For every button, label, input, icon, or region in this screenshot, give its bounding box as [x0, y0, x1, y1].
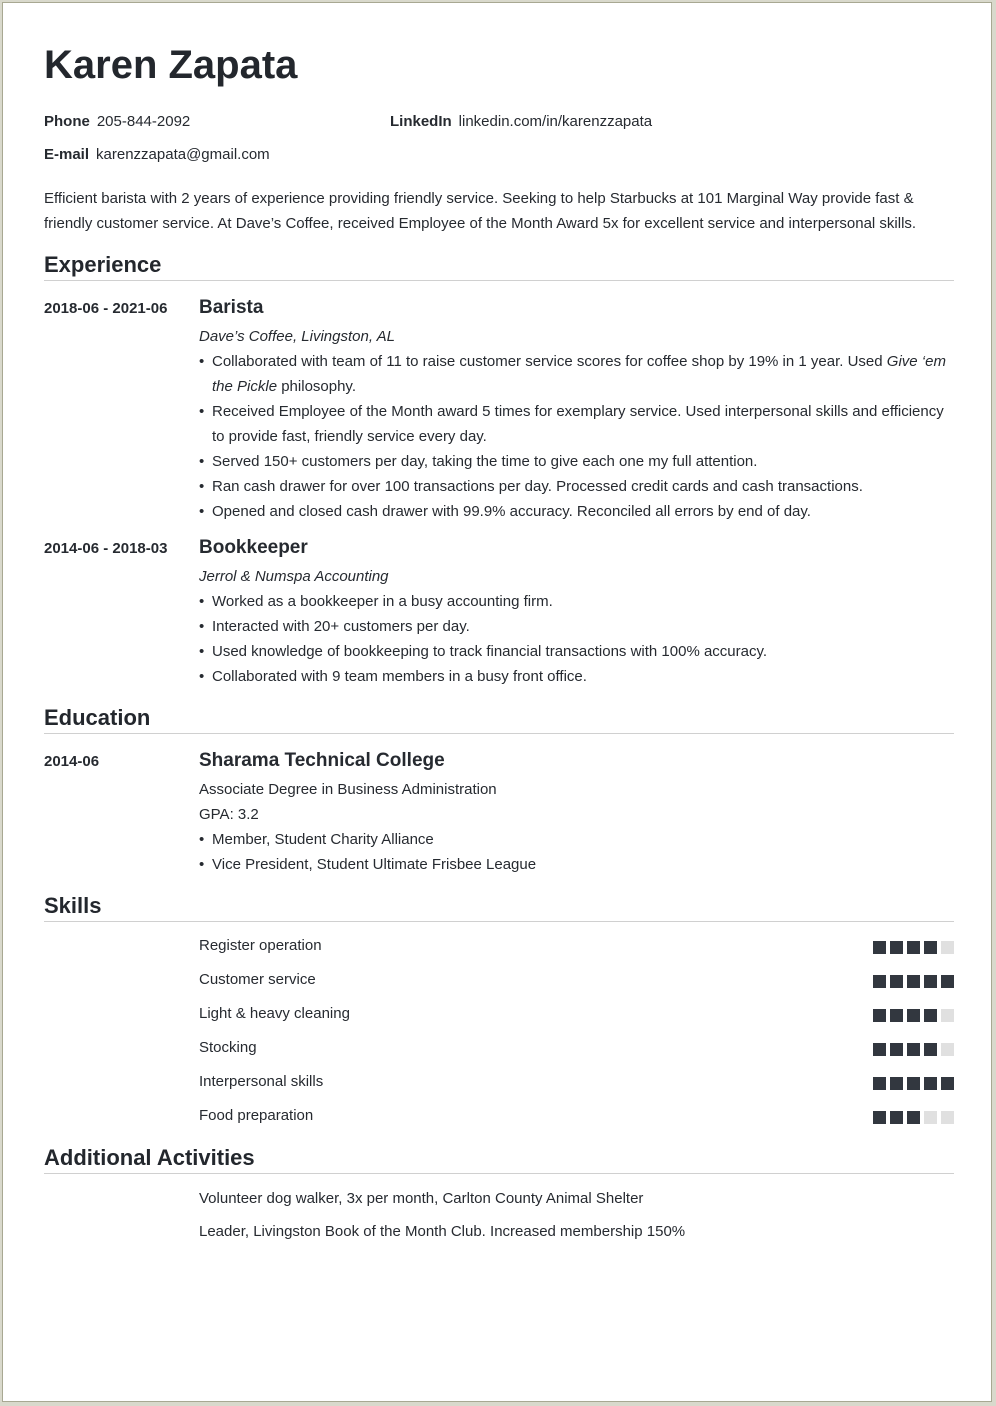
degree: Associate Degree in Business Administration	[199, 781, 497, 798]
list-item: • Opened and closed cash drawer with 99.9% accuracy. Reconciled all errors by end of day.	[199, 499, 954, 524]
skill-level-filled	[873, 1111, 886, 1124]
skill-level-filled	[890, 941, 903, 954]
skill-level-filled	[890, 975, 903, 988]
list-item: • Collaborated with 9 team members in a busy front office.	[199, 664, 954, 689]
skill-row	[199, 969, 954, 993]
skills-heading: Skills	[44, 893, 954, 922]
candidate-name: Karen Zapata	[44, 43, 298, 87]
list-item	[199, 349, 954, 399]
list-item: Volunteer dog walker, 3x per month, Carlton County Animal Shelter	[199, 1190, 644, 1207]
skill-row	[199, 935, 954, 959]
skill-level-filled	[873, 1077, 886, 1090]
resume-page	[2, 2, 992, 1402]
skill-row	[199, 1003, 954, 1027]
education-heading: Education	[44, 705, 954, 734]
skill-level-filled	[907, 1111, 920, 1124]
skill-level-meter	[869, 1043, 954, 1056]
skill-level-filled	[907, 1009, 920, 1022]
list-item: • Received Employee of the Month award 5 times for exemplary service. Used interpersonal skills and efficiency to provide fast, friendly service every day.	[199, 399, 954, 449]
skill-level-filled	[924, 1009, 937, 1022]
email-value[interactable]: karenzzapata@gmail.com	[96, 146, 270, 163]
skill-level-filled	[907, 975, 920, 988]
skill-name: Register operation	[199, 937, 322, 954]
skill-level-filled	[941, 975, 954, 988]
linkedin-label: LinkedIn	[390, 113, 452, 130]
job-title: Bookkeeper	[199, 537, 308, 558]
skill-row	[199, 1105, 954, 1129]
email-label: E-mail	[44, 146, 90, 163]
list-item: • Served 150+ customers per day, taking the time to give each one my full attention.	[199, 449, 954, 474]
phone-label: Phone	[44, 113, 90, 130]
profile-summary: Efficient barista with 2 years of experience providing friendly service. Seeking to help Starbucks at 101 Marginal Way provide fast & friendly customer service. At Dave’s Coffee, received Employee of the Month Award 5x for excellent service and interpersonal skills.	[44, 190, 917, 232]
job-bullets	[199, 349, 954, 524]
skill-level-filled	[890, 1009, 903, 1022]
skill-level-filled	[890, 1111, 903, 1124]
list-item: • Ran cash drawer for over 100 transactions per day. Processed credit cards and cash transactions.	[199, 474, 954, 499]
skill-level-filled	[924, 1043, 937, 1056]
education-date: 2014-06	[44, 753, 100, 770]
skill-level-filled	[873, 941, 886, 954]
list-item: • Interacted with 20+ customers per day.	[199, 614, 954, 639]
skill-level-filled	[907, 941, 920, 954]
skill-level-meter	[869, 941, 954, 954]
gpa: GPA: 3.2	[199, 806, 259, 823]
job-employer: Dave’s Coffee, Livingston, AL	[199, 328, 395, 345]
list-item: • Worked as a bookkeeper in a busy accounting firm.	[199, 589, 954, 614]
skill-level-filled	[873, 1043, 886, 1056]
linkedin-value[interactable]: linkedin.com/in/karenzzapata	[458, 113, 653, 130]
skill-level-filled	[873, 975, 886, 988]
skill-name: Light & heavy cleaning	[199, 1005, 350, 1022]
email-contact	[44, 146, 270, 163]
skill-level-empty	[941, 1043, 954, 1056]
job-title: Barista	[199, 297, 264, 318]
skill-name: Interpersonal skills	[199, 1073, 324, 1090]
education-bullets	[199, 827, 954, 877]
job-entry	[199, 535, 954, 689]
skill-level-filled	[941, 1077, 954, 1090]
job-dates: 2014-06 - 2018-03	[44, 540, 168, 557]
job-entry	[199, 295, 954, 524]
bullet-emphasis: Give ‘em the Pickle	[212, 353, 946, 395]
skill-level-meter	[869, 1009, 954, 1022]
skill-name: Food preparation	[199, 1107, 314, 1124]
skill-level-filled	[890, 1077, 903, 1090]
job-bullets	[199, 589, 954, 689]
experience-heading: Experience	[44, 252, 954, 281]
school-name: Sharama Technical College	[199, 750, 445, 771]
list-item: • Vice President, Student Ultimate Frisbee League	[199, 852, 954, 877]
skill-name: Stocking	[199, 1039, 257, 1056]
skill-level-meter	[869, 1077, 954, 1090]
skill-level-filled	[907, 1077, 920, 1090]
skill-level-filled	[873, 1009, 886, 1022]
skill-level-filled	[924, 1077, 937, 1090]
linkedin-contact	[390, 113, 652, 130]
phone-value: 205-844-2092	[96, 113, 191, 130]
list-item: • Member, Student Charity Alliance	[199, 827, 954, 852]
list-item: Leader, Livingston Book of the Month Club. Increased membership 150%	[199, 1223, 686, 1240]
skill-level-meter	[869, 1111, 954, 1124]
skill-row	[199, 1071, 954, 1095]
skill-level-empty	[924, 1111, 937, 1124]
skill-level-meter	[869, 975, 954, 988]
list-item: • Used knowledge of bookkeeping to track financial transactions with 100% accuracy.	[199, 639, 954, 664]
activities-heading: Additional Activities	[44, 1145, 954, 1174]
skill-level-empty	[941, 1111, 954, 1124]
skill-row	[199, 1037, 954, 1061]
education-entry	[199, 748, 954, 877]
skill-level-filled	[924, 941, 937, 954]
phone-contact	[44, 113, 190, 130]
job-employer: Jerrol & Numspa Accounting	[199, 568, 389, 585]
skill-level-empty	[941, 1009, 954, 1022]
skill-level-empty	[941, 941, 954, 954]
skill-level-filled	[907, 1043, 920, 1056]
job-dates: 2018-06 - 2021-06	[44, 300, 168, 317]
skill-name: Customer service	[199, 971, 316, 988]
skill-level-filled	[890, 1043, 903, 1056]
skill-level-filled	[924, 975, 937, 988]
bullet-text: Collaborated with team of 11 to raise customer service scores for coffee shop by 19% in 1 year. Used	[212, 353, 887, 370]
bullet-text: philosophy.	[277, 378, 356, 395]
